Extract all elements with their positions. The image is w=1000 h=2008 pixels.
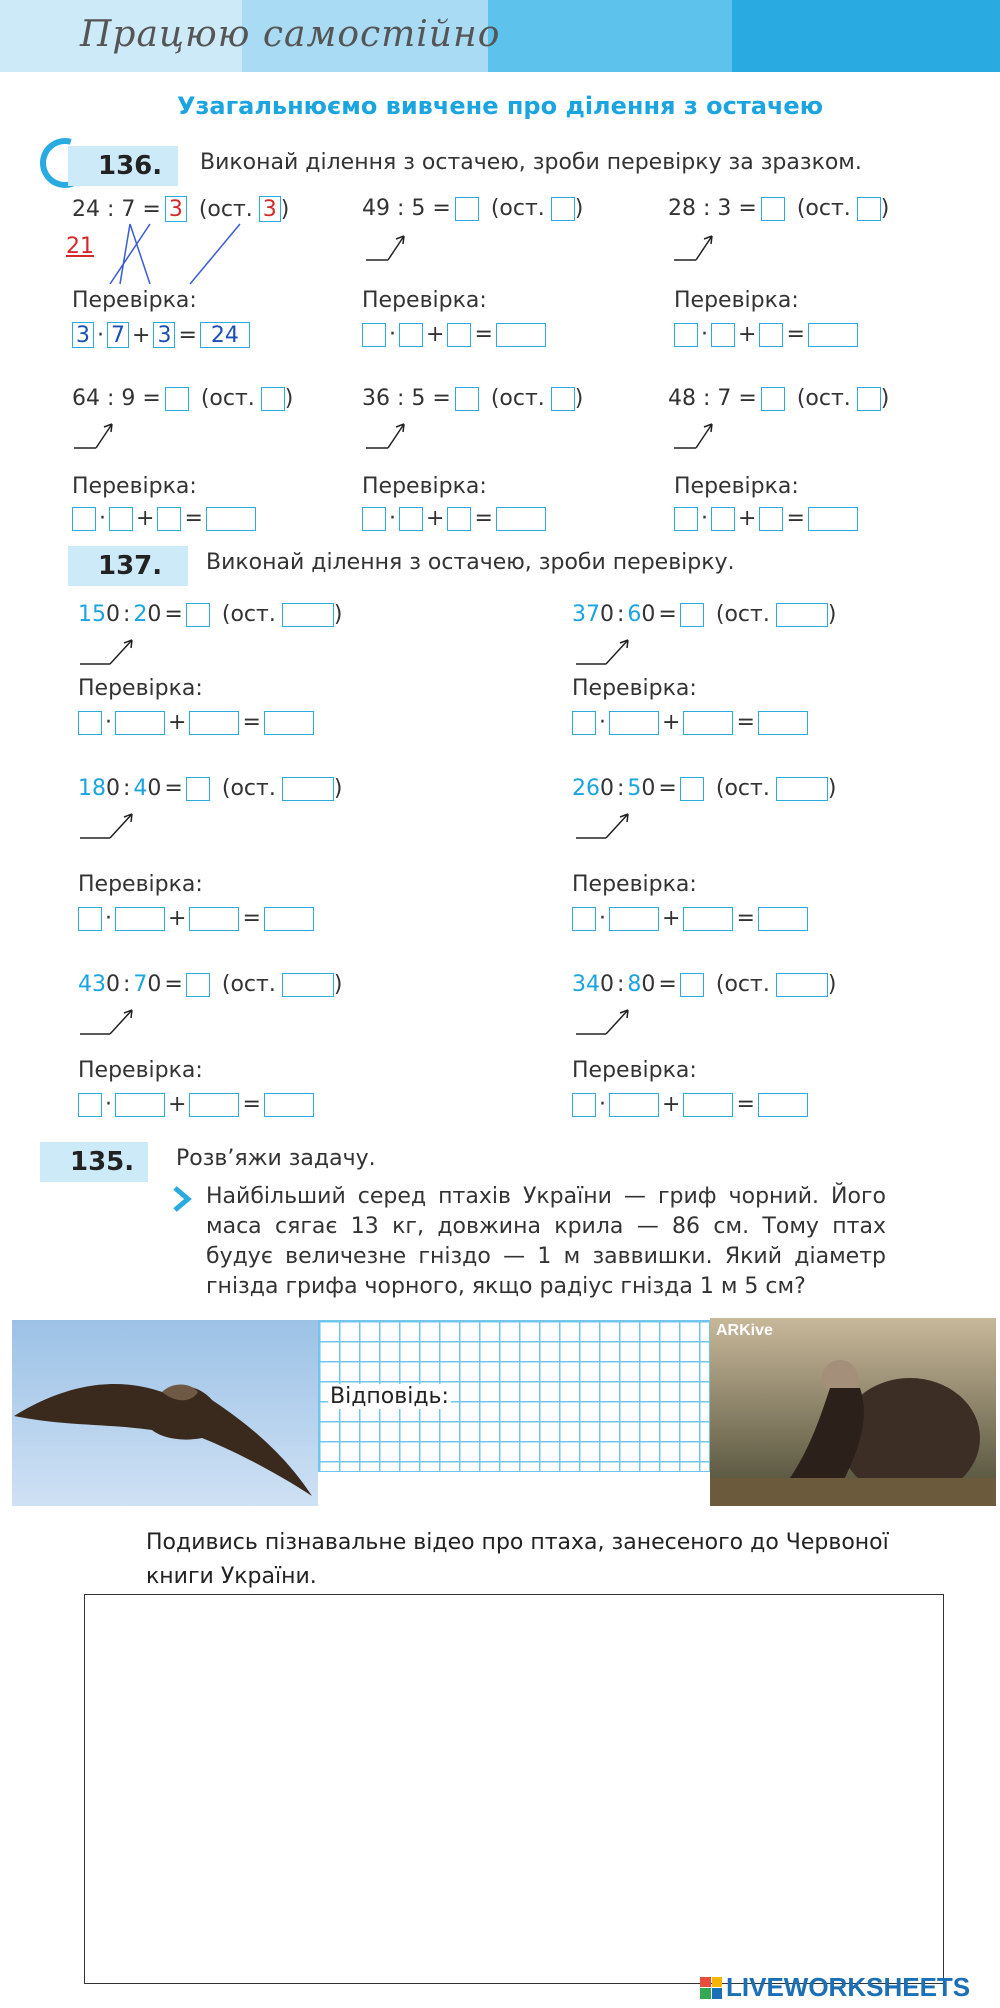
check-row: · + = <box>362 322 546 347</box>
arrow-icon <box>78 634 138 668</box>
arrow-icon <box>78 1004 138 1038</box>
check-label: Перевірка: <box>572 1058 697 1083</box>
arrow-icon <box>574 1004 634 1038</box>
task-135-instruction: Розв’яжи задачу. <box>176 1146 376 1171</box>
arrow-icon <box>364 230 414 264</box>
task136-item-1: 49 : 5 = (ост. ) <box>362 196 584 221</box>
arrow-icon <box>672 418 722 452</box>
task-137-number: 137. <box>68 546 188 586</box>
check-row: · + = <box>674 322 858 347</box>
check-label: Перевірка: <box>572 872 697 897</box>
task-136-instruction: Виконай ділення з остачею, зроби перевірку за зразком. <box>200 150 862 175</box>
check-row: · + = <box>72 506 256 531</box>
photo-watermark: ARKive <box>716 1322 773 1339</box>
task-135-number: 135. <box>40 1142 148 1182</box>
arrow-icon <box>364 418 414 452</box>
task-137-instruction: Виконай ділення з остачею, зроби перевірку. <box>206 550 735 575</box>
vulture-nest-photo <box>710 1318 996 1506</box>
check-label: Перевірка: <box>674 474 799 499</box>
sample-equation: 24 : 7 = 3 (ост. 3 ) <box>72 196 290 222</box>
liveworksheets-logo: LIVEWORKSHEETS <box>700 1972 970 2003</box>
task-136-number: 136. <box>68 146 178 186</box>
check-row: · + = <box>78 906 314 931</box>
check-label: Перевірка: <box>362 474 487 499</box>
task137-item-4: 26 0 : 5 0 = (ост. ) <box>572 776 837 801</box>
check-label: Перевірка: <box>78 1058 203 1083</box>
vulture-flying-photo <box>12 1320 318 1506</box>
sample-check: 3 · 7 + 3 = 24 <box>72 322 250 348</box>
task137-item-5: 43 0 : 7 0 = (ост. ) <box>78 972 343 997</box>
check-label: Перевірка: <box>78 676 203 701</box>
task136-item-4: 36 : 5 = (ост. ) <box>362 386 584 411</box>
sample-remainder[interactable]: 3 <box>259 196 281 222</box>
check-row: · + = <box>674 506 858 531</box>
chevron-right-icon <box>170 1184 194 1214</box>
sample-check-label: Перевірка: <box>72 288 197 313</box>
task136-item-2: 28 : 3 = (ост. ) <box>668 196 890 221</box>
video-note: Подивись пізнавальне відео про птаха, занесеного до Червоної книги України. <box>146 1530 889 1589</box>
check-row: · + = <box>78 710 314 735</box>
task137-item-1: 15 0 : 2 0 = (ост. ) <box>78 602 343 627</box>
arrow-icon <box>672 230 722 264</box>
check-label: Перевірка: <box>72 474 197 499</box>
check-row: · + = <box>572 1092 808 1117</box>
task-135-text: Найбільший серед птахів України — гриф чорний. Його маса сягає 13 кг, довжина крила — 86 см. Тому птах будує величезне гніздо — 1 м заввишки. Який діаметр гнізда грифа чорного, якщо радіус гнізда 1 м 5 см? <box>206 1184 886 1299</box>
check-row: · + = <box>572 710 808 735</box>
check-label: Перевірка: <box>572 676 697 701</box>
logo-icon <box>700 1977 722 1999</box>
task136-item-5: 48 : 7 = (ост. ) <box>668 386 890 411</box>
task136-item-3: 64 : 9 = (ост. ) <box>72 386 294 411</box>
sample-quotient[interactable]: 3 <box>165 196 187 222</box>
task137-item-6: 34 0 : 8 0 = (ост. ) <box>572 972 837 997</box>
check-label: Перевірка: <box>78 872 203 897</box>
answer-label: Відповідь: <box>330 1384 449 1409</box>
header-banner <box>0 0 1000 72</box>
banner-title: Працюю самостійно <box>80 14 501 55</box>
check-row: · + = <box>362 506 546 531</box>
check-label: Перевірка: <box>674 288 799 313</box>
task137-item-2: 37 0 : 6 0 = (ост. ) <box>572 602 837 627</box>
arrow-icon <box>574 634 634 668</box>
check-label: Перевірка: <box>362 288 487 313</box>
arrow-icon <box>78 808 138 842</box>
task137-item-3: 18 0 : 4 0 = (ост. ) <box>78 776 343 801</box>
sample-arrows <box>90 214 260 294</box>
arrow-icon <box>72 418 122 452</box>
section-title: Узагальнюємо вивчене про ділення з остачею <box>176 92 824 120</box>
check-row: · + = <box>572 906 808 931</box>
sample-subtraction: 21 <box>66 234 94 259</box>
check-row: · + = <box>78 1092 314 1117</box>
video-embed-area[interactable] <box>84 1594 944 1984</box>
arrow-icon <box>574 808 634 842</box>
